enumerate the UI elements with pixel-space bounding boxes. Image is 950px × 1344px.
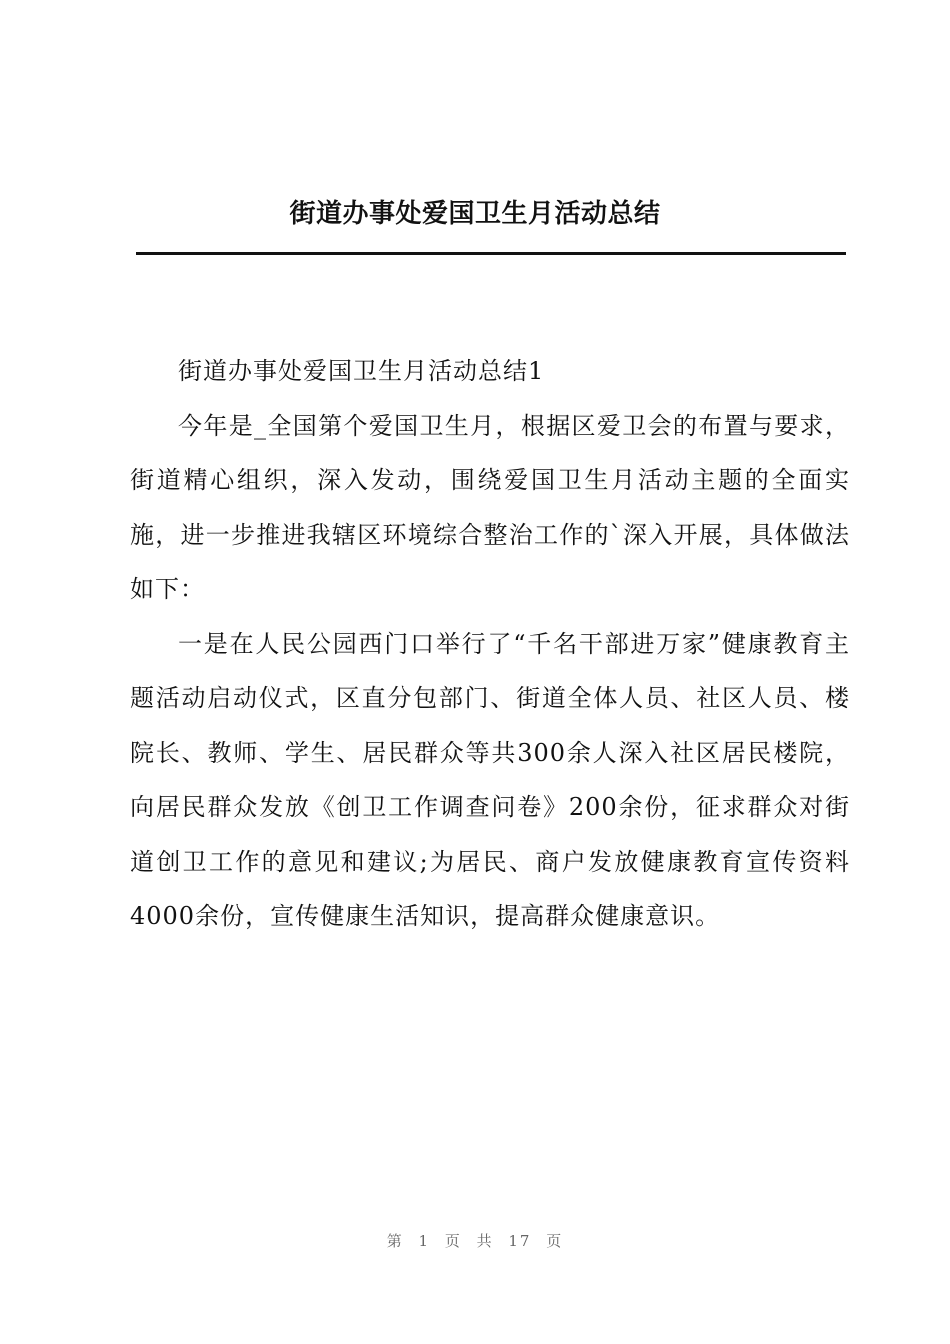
section-heading: 街道办事处爱国卫生月活动总结1 (178, 357, 545, 385)
title-underline (136, 252, 846, 255)
page-number-footer: 第 1 页 共 17 页 (386, 1232, 564, 1250)
paragraph-activity-one: 一是在人民公园西门口举行了“千名干部进万家”健康教育主题活动启动仪式，区直分包部门、街道全体人员、社区人员、楼院长、教师、学生、居民群众等共300余人深入社区居民楼院，向居民群众发放《创卫工作调查问卷》200余份，征求群众对街道创卫工作的意见和建议;为居民、商户发放健康教育宣传资料4000余份，宣传健康生活知识，提高群众健康意识。 (130, 629, 850, 930)
document-title: 街道办事处爱国卫生月活动总结 (289, 199, 661, 229)
document-body (130, 344, 850, 944)
paragraph-intro: 今年是_全国第个爱国卫生月，根据区爱卫会的布置与要求，街道精心组织，深入发动，围绕爱国卫生月活动主题的全面实施，进一步推进我辖区环境综合整治工作的`深入开展，具体做法如下： (130, 411, 850, 603)
